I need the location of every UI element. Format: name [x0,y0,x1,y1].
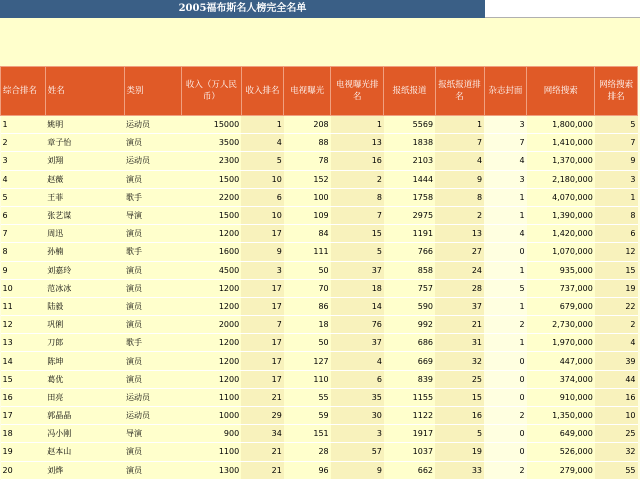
col-web-rank-cell: 16 [595,388,638,406]
col-name-cell: 葛优 [45,370,124,388]
table-row [1,388,638,406]
col-web-rank-cell: 7 [595,134,638,152]
col-press-rank-cell: 31 [435,334,484,352]
col-category-header: 类别 [124,67,182,116]
col-rank-cell: 11 [1,297,46,315]
table-row [1,225,638,243]
col-rank-cell: 5 [1,188,46,206]
col-income-cell: 1200 [182,279,242,297]
col-income-rank-cell: 3 [241,261,284,279]
col-rank-cell: 20 [1,461,46,479]
col-web-rank-cell: 25 [595,425,638,443]
col-rank-cell: 1 [1,116,46,134]
col-magazine-cell: 5 [484,279,527,297]
col-tv-rank-cell: 30 [331,407,384,425]
col-web-rank-cell: 8 [595,206,638,224]
col-press-cell: 858 [384,261,435,279]
col-tv-rank-cell: 76 [331,316,384,334]
col-web-rank-cell: 4 [595,334,638,352]
col-rank-cell: 6 [1,206,46,224]
col-press-rank-cell: 13 [435,225,484,243]
col-web-rank-cell: 10 [595,407,638,425]
col-category-cell: 演员 [124,134,182,152]
col-tv-cell: 50 [284,261,331,279]
col-category-cell: 演员 [124,297,182,315]
col-press-rank-cell: 9 [435,170,484,188]
table-row [1,297,638,315]
col-web-cell: 1,420,000 [527,225,595,243]
col-income-rank-cell: 17 [241,279,284,297]
col-category-cell: 演员 [124,261,182,279]
col-tv-rank-cell: 18 [331,279,384,297]
col-name-cell: 章子怡 [45,134,124,152]
col-name-cell: 郭晶晶 [45,407,124,425]
col-press-rank-cell: 32 [435,352,484,370]
col-web-rank-cell: 12 [595,243,638,261]
col-income-cell: 2000 [182,316,242,334]
col-income-rank-cell: 17 [241,297,284,315]
col-press-cell: 662 [384,461,435,479]
col-rank-cell: 4 [1,170,46,188]
col-tv-rank-cell: 57 [331,443,384,461]
col-web-cell: 374,000 [527,370,595,388]
col-category-cell: 演员 [124,370,182,388]
col-press-cell: 1917 [384,425,435,443]
col-income-rank-cell: 21 [241,443,284,461]
col-category-cell: 导演 [124,425,182,443]
col-magazine-cell: 0 [484,352,527,370]
col-web-cell: 279,000 [527,461,595,479]
col-tv-cell: 127 [284,352,331,370]
col-rank-cell: 10 [1,279,46,297]
col-press-cell: 5569 [384,116,435,134]
col-income-rank-cell: 10 [241,206,284,224]
col-tv-cell: 84 [284,225,331,243]
col-name-header: 姓名 [45,67,124,116]
col-press-cell: 2103 [384,152,435,170]
col-press-rank-cell: 7 [435,134,484,152]
col-press-cell: 1758 [384,188,435,206]
col-web-rank-cell: 19 [595,279,638,297]
col-magazine-cell: 2 [484,461,527,479]
col-income-cell: 1200 [182,225,242,243]
col-press-rank-cell: 21 [435,316,484,334]
col-press-cell: 1037 [384,443,435,461]
col-income-rank-cell: 34 [241,425,284,443]
col-tv-cell: 96 [284,461,331,479]
col-rank-cell: 9 [1,261,46,279]
table-body [1,116,638,480]
col-web-rank-header: 网络搜索排名 [595,67,638,116]
col-press-cell: 839 [384,370,435,388]
col-web-cell: 1,370,000 [527,152,595,170]
col-tv-cell: 151 [284,425,331,443]
col-name-cell: 赵本山 [45,443,124,461]
col-tv-rank-cell: 13 [331,134,384,152]
col-income-cell: 1600 [182,243,242,261]
col-category-cell: 演员 [124,316,182,334]
col-tv-rank-cell: 16 [331,152,384,170]
col-web-cell: 447,000 [527,352,595,370]
col-magazine-cell: 0 [484,370,527,388]
col-press-rank-cell: 28 [435,279,484,297]
col-press-cell: 1122 [384,407,435,425]
col-press-rank-cell: 19 [435,443,484,461]
table-header [1,67,638,116]
col-income-rank-cell: 17 [241,352,284,370]
col-income-rank-cell: 17 [241,334,284,352]
col-press-rank-cell: 33 [435,461,484,479]
col-magazine-cell: 1 [484,188,527,206]
col-income-cell: 1100 [182,443,242,461]
col-press-rank-cell: 1 [435,116,484,134]
col-magazine-cell: 0 [484,443,527,461]
col-income-cell: 15000 [182,116,242,134]
col-tv-rank-cell: 8 [331,188,384,206]
col-press-header: 报纸报道 [384,67,435,116]
col-income-cell: 1500 [182,170,242,188]
col-category-cell: 运动员 [124,388,182,406]
col-category-cell: 演员 [124,352,182,370]
col-tv-rank-cell: 37 [331,261,384,279]
col-income-rank-cell: 6 [241,188,284,206]
col-category-cell: 演员 [124,279,182,297]
col-tv-cell: 55 [284,388,331,406]
col-web-cell: 679,000 [527,297,595,315]
col-rank-cell: 17 [1,407,46,425]
col-income-cell: 4500 [182,261,242,279]
col-rank-cell: 16 [1,388,46,406]
col-web-cell: 1,070,000 [527,243,595,261]
col-web-cell: 1,390,000 [527,206,595,224]
col-tv-rank-cell: 15 [331,225,384,243]
col-magazine-cell: 1 [484,206,527,224]
col-magazine-cell: 4 [484,225,527,243]
table-row [1,461,638,479]
col-web-rank-cell: 32 [595,443,638,461]
col-name-cell: 周迅 [45,225,124,243]
table-row [1,261,638,279]
col-tv-cell: 111 [284,243,331,261]
col-press-rank-cell: 15 [435,388,484,406]
col-income-rank-cell: 21 [241,388,284,406]
col-tv-cell: 110 [284,370,331,388]
col-rank-cell: 18 [1,425,46,443]
table-row [1,407,638,425]
col-press-rank-cell: 4 [435,152,484,170]
col-income-cell: 1200 [182,352,242,370]
col-name-cell: 范冰冰 [45,279,124,297]
col-press-cell: 992 [384,316,435,334]
col-name-cell: 姚明 [45,116,124,134]
col-web-header: 网络搜索 [527,67,595,116]
table-row [1,116,638,134]
table-row [1,243,638,261]
col-rank-cell: 14 [1,352,46,370]
col-press-rank-cell: 24 [435,261,484,279]
col-press-cell: 686 [384,334,435,352]
col-press-rank-cell: 25 [435,370,484,388]
col-income-cell: 900 [182,425,242,443]
col-tv-header: 电视曝光 [284,67,331,116]
col-income-cell: 1100 [182,388,242,406]
table-row [1,370,638,388]
col-name-cell: 田亮 [45,388,124,406]
col-press-cell: 1191 [384,225,435,243]
col-category-cell: 运动员 [124,152,182,170]
col-tv-cell: 28 [284,443,331,461]
table-row [1,188,638,206]
col-web-cell: 910,000 [527,388,595,406]
col-tv-cell: 109 [284,206,331,224]
col-magazine-cell: 4 [484,152,527,170]
table-row [1,134,638,152]
table-row [1,170,638,188]
col-tv-rank-cell: 1 [331,116,384,134]
col-press-rank-cell: 16 [435,407,484,425]
col-rank-cell: 13 [1,334,46,352]
col-magazine-header: 杂志封面 [484,67,527,116]
col-income-cell: 1300 [182,461,242,479]
col-web-rank-cell: 55 [595,461,638,479]
col-magazine-cell: 7 [484,134,527,152]
col-tv-rank-cell: 9 [331,461,384,479]
col-tv-cell: 152 [284,170,331,188]
col-press-cell: 2975 [384,206,435,224]
col-web-rank-cell: 1 [595,188,638,206]
col-press-rank-header: 报纸报道排名 [435,67,484,116]
col-category-cell: 歌手 [124,188,182,206]
col-web-cell: 2,180,000 [527,170,595,188]
col-magazine-cell: 1 [484,261,527,279]
col-income-cell: 1200 [182,370,242,388]
col-tv-cell: 86 [284,297,331,315]
table-row [1,352,638,370]
col-income-rank-cell: 17 [241,370,284,388]
table-row [1,279,638,297]
col-name-cell: 孙楠 [45,243,124,261]
col-income-rank-cell: 9 [241,243,284,261]
page-title: 2005福布斯名人榜完全名单 [0,0,485,18]
col-rank-cell: 2 [1,134,46,152]
col-income-cell: 2200 [182,188,242,206]
col-rank-cell: 15 [1,370,46,388]
col-income-rank-cell: 29 [241,407,284,425]
col-web-rank-cell: 44 [595,370,638,388]
col-rank-header: 综合排名 [1,67,46,116]
col-tv-cell: 50 [284,334,331,352]
col-press-rank-cell: 27 [435,243,484,261]
col-tv-rank-cell: 4 [331,352,384,370]
col-press-cell: 757 [384,279,435,297]
col-press-rank-cell: 8 [435,188,484,206]
col-press-cell: 590 [384,297,435,315]
col-rank-cell: 7 [1,225,46,243]
col-press-cell: 1155 [384,388,435,406]
col-tv-cell: 100 [284,188,331,206]
col-rank-cell: 12 [1,316,46,334]
col-magazine-cell: 0 [484,243,527,261]
col-rank-cell: 3 [1,152,46,170]
table-row [1,316,638,334]
col-magazine-cell: 2 [484,316,527,334]
table-row [1,206,638,224]
header-spacer [0,18,640,66]
col-name-cell: 张艺谋 [45,206,124,224]
col-magazine-cell: 1 [484,334,527,352]
table-row [1,443,638,461]
col-category-cell: 演员 [124,225,182,243]
col-income-rank-cell: 5 [241,152,284,170]
col-tv-rank-cell: 5 [331,243,384,261]
col-name-cell: 赵薇 [45,170,124,188]
col-web-cell: 737,000 [527,279,595,297]
col-category-cell: 运动员 [124,407,182,425]
col-category-cell: 歌手 [124,334,182,352]
col-tv-cell: 208 [284,116,331,134]
col-magazine-cell: 3 [484,116,527,134]
col-web-cell: 4,070,000 [527,188,595,206]
col-income-cell: 1200 [182,297,242,315]
col-tv-cell: 18 [284,316,331,334]
col-web-cell: 526,000 [527,443,595,461]
col-press-rank-cell: 5 [435,425,484,443]
col-tv-rank-cell: 6 [331,370,384,388]
col-name-cell: 刘嘉玲 [45,261,124,279]
col-press-cell: 1838 [384,134,435,152]
col-rank-cell: 19 [1,443,46,461]
col-tv-rank-cell: 7 [331,206,384,224]
col-income-cell: 1500 [182,206,242,224]
col-web-rank-cell: 39 [595,352,638,370]
col-tv-cell: 70 [284,279,331,297]
col-income-rank-cell: 17 [241,225,284,243]
col-income-rank-cell: 21 [241,461,284,479]
col-web-rank-cell: 2 [595,316,638,334]
col-web-cell: 1,800,000 [527,116,595,134]
col-tv-rank-cell: 2 [331,170,384,188]
col-name-cell: 巩俐 [45,316,124,334]
col-income-rank-header: 收入排名 [241,67,284,116]
col-magazine-cell: 3 [484,170,527,188]
col-income-rank-cell: 4 [241,134,284,152]
col-category-cell: 演员 [124,170,182,188]
table-row [1,334,638,352]
col-web-cell: 1,970,000 [527,334,595,352]
col-press-cell: 1444 [384,170,435,188]
col-tv-rank-cell: 37 [331,334,384,352]
col-income-cell: 1200 [182,334,242,352]
col-web-rank-cell: 15 [595,261,638,279]
col-web-rank-cell: 5 [595,116,638,134]
col-magazine-cell: 2 [484,407,527,425]
col-web-rank-cell: 6 [595,225,638,243]
col-web-cell: 649,000 [527,425,595,443]
col-web-rank-cell: 22 [595,297,638,315]
col-name-cell: 陆毅 [45,297,124,315]
col-tv-rank-cell: 35 [331,388,384,406]
col-category-cell: 导演 [124,206,182,224]
col-press-rank-cell: 37 [435,297,484,315]
col-tv-cell: 78 [284,152,331,170]
col-press-rank-cell: 2 [435,206,484,224]
ranking-table [0,66,638,480]
col-name-cell: 刀郎 [45,334,124,352]
col-name-cell: 王菲 [45,188,124,206]
col-name-cell: 陈坤 [45,352,124,370]
col-press-cell: 669 [384,352,435,370]
col-category-cell: 演员 [124,461,182,479]
col-tv-rank-cell: 3 [331,425,384,443]
col-magazine-cell: 1 [484,297,527,315]
col-name-cell: 刘烨 [45,461,124,479]
col-magazine-cell: 0 [484,425,527,443]
col-press-cell: 766 [384,243,435,261]
title-gap [485,0,640,18]
col-tv-cell: 59 [284,407,331,425]
col-name-cell: 刘翔 [45,152,124,170]
col-income-cell: 2300 [182,152,242,170]
col-web-cell: 1,350,000 [527,407,595,425]
col-tv-rank-cell: 14 [331,297,384,315]
table-row [1,425,638,443]
col-name-cell: 冯小刚 [45,425,124,443]
col-income-header: 收入（万人民币） [182,67,242,116]
col-income-rank-cell: 1 [241,116,284,134]
col-income-rank-cell: 10 [241,170,284,188]
table-row [1,152,638,170]
col-tv-cell: 88 [284,134,331,152]
col-category-cell: 演员 [124,443,182,461]
col-web-rank-cell: 3 [595,170,638,188]
col-income-cell: 1000 [182,407,242,425]
col-web-rank-cell: 9 [595,152,638,170]
col-web-cell: 935,000 [527,261,595,279]
col-tv-rank-header: 电视曝光排名 [331,67,384,116]
col-web-cell: 2,730,000 [527,316,595,334]
col-income-cell: 3500 [182,134,242,152]
col-category-cell: 运动员 [124,116,182,134]
col-web-cell: 1,410,000 [527,134,595,152]
col-rank-cell: 8 [1,243,46,261]
col-category-cell: 歌手 [124,243,182,261]
col-income-rank-cell: 7 [241,316,284,334]
col-magazine-cell: 0 [484,388,527,406]
